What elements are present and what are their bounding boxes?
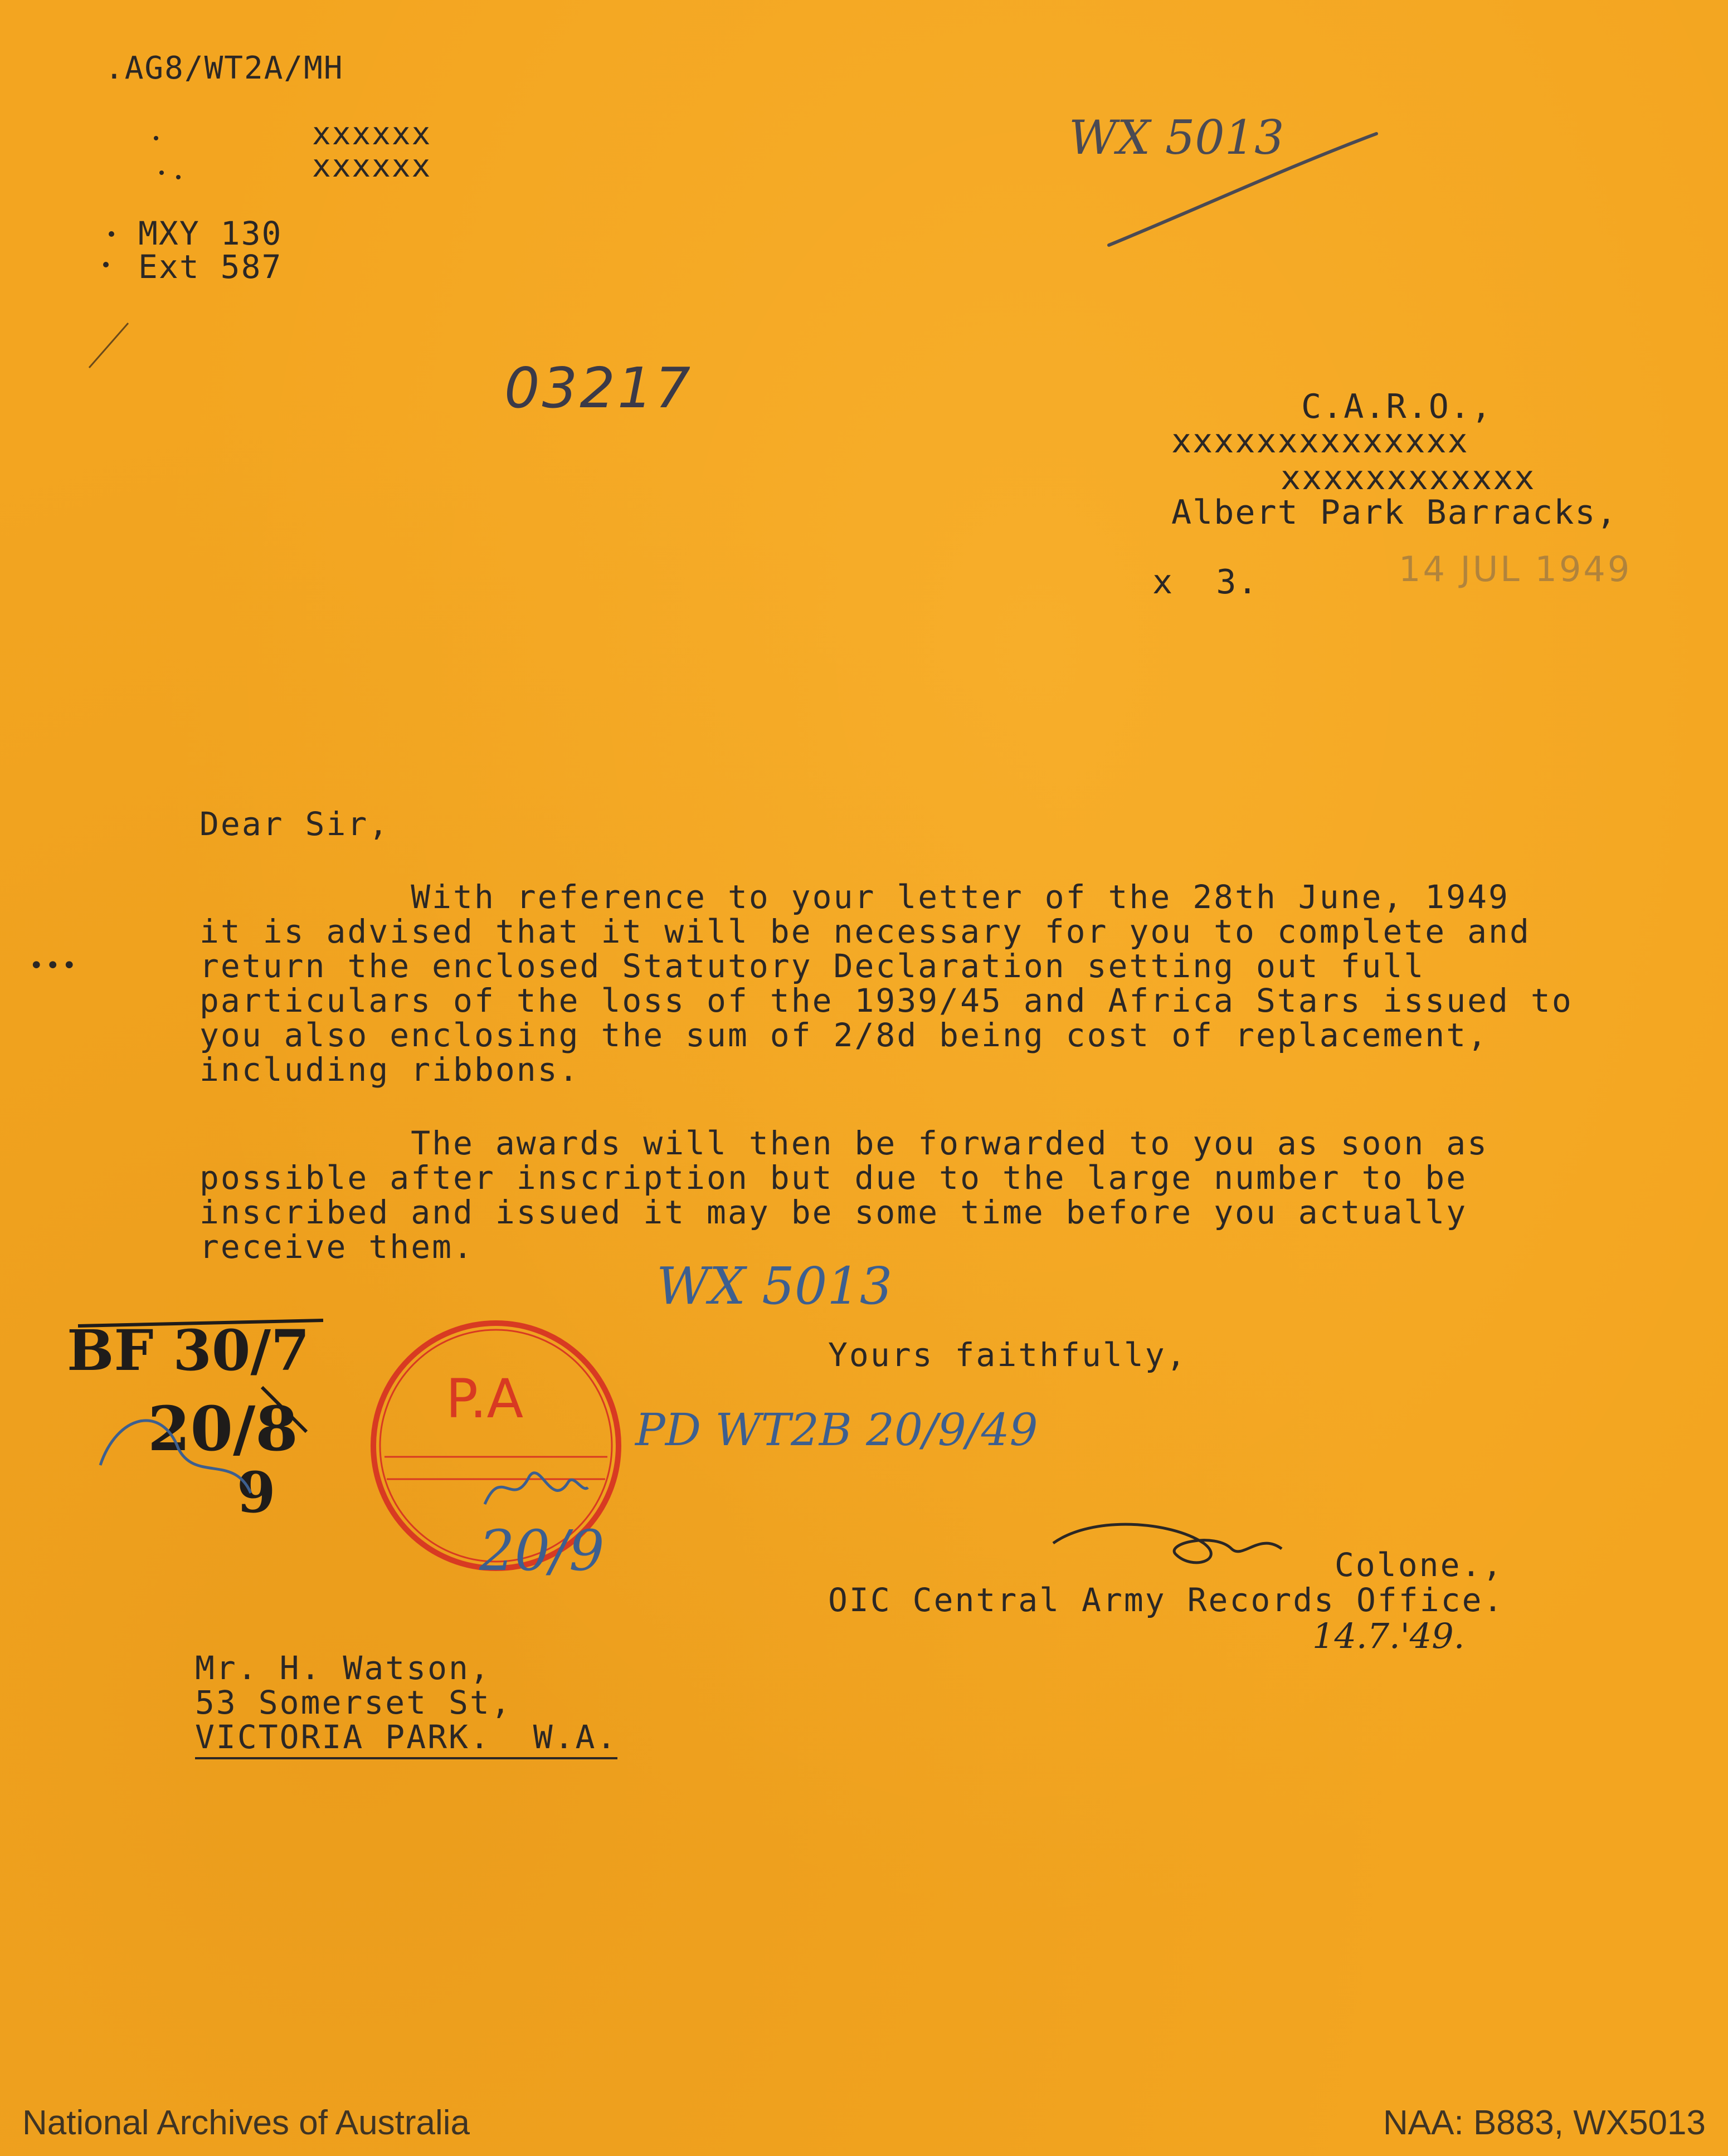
left-pencil-scribble xyxy=(67,1315,323,1526)
signature-title: Colone., xyxy=(1335,1546,1504,1584)
pencil-stroke xyxy=(1103,128,1393,256)
signature xyxy=(1048,1510,1337,1588)
redacted-line-1: xxxxxx xyxy=(312,116,432,152)
recipient-city: VICTORIA PARK. W.A. xyxy=(195,1718,617,1759)
salutation: Dear Sir, xyxy=(199,805,390,843)
paragraph-2-line-3: inscribed and issued it may be some time before you actually xyxy=(199,1193,1468,1231)
sender-line-postcode: x 3. xyxy=(1152,563,1259,602)
date-stamp: 14 JUL 1949 xyxy=(1399,549,1632,589)
paragraph-1-line-5: you also enclosing the sum of 2/8d being cost of replacement, xyxy=(199,1016,1489,1054)
paragraph-2-line-1: The awards will then be forwarded to you as soon as xyxy=(199,1124,1489,1162)
sender-line-barracks: Albert Park Barracks, xyxy=(1171,493,1618,532)
closing: Yours faithfully, xyxy=(828,1336,1187,1374)
paragraph-1-line-3: return the enclosed Statutory Declaration setting out full xyxy=(199,947,1425,985)
signature-organisation: OIC Central Army Records Office. xyxy=(828,1581,1505,1619)
redacted-line-2: xxxxxx xyxy=(312,148,432,184)
sender-line-caro: C.A.R.O., xyxy=(1301,387,1493,426)
footer-archive-name: National Archives of Australia xyxy=(22,2104,470,2142)
reference-code: .AG8/WT2A/MH xyxy=(105,50,344,86)
paragraph-2-line-2: possible after inscription but due to the large number to be xyxy=(199,1159,1468,1197)
left-annotation-date: 20/8 xyxy=(148,1393,298,1465)
footer-item-reference: NAA: B883, WX5013 xyxy=(1383,2104,1706,2142)
handwritten-service-number-body: WX 5013 xyxy=(656,1256,893,1316)
handwritten-processing-note: PD WT2B 20/9/49 xyxy=(635,1404,1038,1456)
sender-line-redacted-2: xxxxxxxxxxxx xyxy=(1281,458,1536,497)
stamp-date: 20/9 xyxy=(479,1518,605,1583)
extension-number: Ext 587 xyxy=(138,248,283,286)
mxy-number: MXY 130 xyxy=(138,214,283,252)
sender-line-redacted-1: xxxxxxxxxxxxxx xyxy=(1171,422,1469,461)
recipient-name: Mr. H. Watson, xyxy=(195,1649,491,1687)
paragraph-2-line-4: receive them. xyxy=(199,1228,474,1266)
signature-date: 14.7.'49. xyxy=(1312,1616,1465,1656)
margin-mark: ••• xyxy=(29,952,79,980)
left-annotation-nine: 9 xyxy=(237,1460,276,1525)
left-annotation-bf: BF 30/7 xyxy=(67,1318,310,1383)
stray-marks xyxy=(72,128,217,379)
file-number: 03217 xyxy=(504,355,693,421)
paragraph-1-line-6: including ribbons. xyxy=(199,1051,580,1089)
stamp-initials xyxy=(479,1460,591,1515)
paragraph-1-line-2: it is advised that it will be necessary for you to complete and xyxy=(199,913,1531,950)
stamp-text: P.A xyxy=(446,1368,524,1430)
paragraph-1-line-1: With reference to your letter of the 28th June, 1949 xyxy=(199,878,1510,916)
recipient-street: 53 Somerset St, xyxy=(195,1684,512,1721)
paragraph-1-line-4: particulars of the loss of the 1939/45 and Africa Stars issued to xyxy=(199,982,1573,1020)
handwritten-service-number-top: WX 5013 xyxy=(1069,110,1284,165)
